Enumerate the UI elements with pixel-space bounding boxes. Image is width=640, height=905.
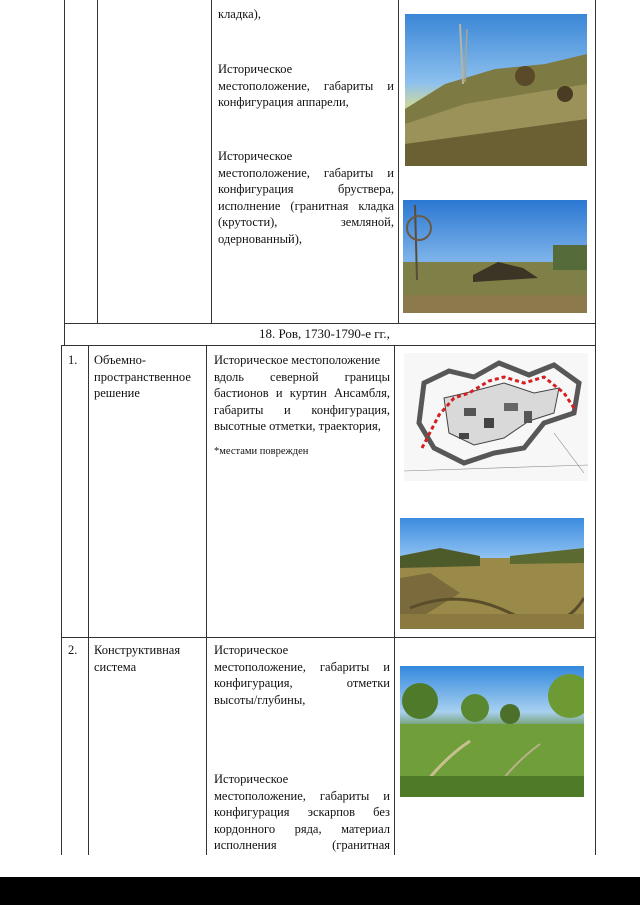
column-divider xyxy=(88,345,89,855)
text-line: бастионов и куртин Ансамбля, xyxy=(214,386,390,401)
column-divider xyxy=(206,345,207,855)
description-a xyxy=(214,642,390,708)
text-line: местоположение, габариты и xyxy=(218,78,394,93)
paragraph-brustver xyxy=(218,148,394,248)
column-divider xyxy=(97,0,98,323)
text-line: Историческое xyxy=(218,149,293,163)
text-line: Историческое xyxy=(218,62,293,76)
description-b xyxy=(214,771,390,854)
section-header: 18. Ров, 1730-1790-е гг., xyxy=(259,326,390,341)
text-line: Историческое xyxy=(214,643,289,657)
row-number: 2. xyxy=(68,643,78,657)
row-number: 1. xyxy=(68,353,78,367)
table-border-left xyxy=(64,323,65,345)
text-line: конфигурация аппарели, xyxy=(218,95,349,110)
column-divider xyxy=(394,345,395,855)
text-line: исполнение (гранитная кладка xyxy=(218,198,394,213)
text-line: кладка), xyxy=(218,7,261,21)
text-line: исполнения (гранитная xyxy=(214,838,390,853)
description xyxy=(214,352,390,435)
text-line: Объемно- xyxy=(94,353,147,367)
text-line: Историческое местоположение xyxy=(214,353,381,367)
element-name xyxy=(94,642,204,675)
map-drawing xyxy=(404,353,588,481)
text-line: (крутости), земляной, xyxy=(218,215,394,230)
photo-brustver xyxy=(403,200,587,313)
note: *местами поврежден xyxy=(214,446,309,457)
text-line: местоположение, габариты и xyxy=(214,788,390,803)
photo-moat-row2 xyxy=(400,666,584,797)
column-divider xyxy=(398,0,399,323)
row-divider xyxy=(64,323,595,324)
text-line: Историческое xyxy=(214,772,289,786)
text-line: кордонного ряда, материал xyxy=(214,821,390,836)
column-divider xyxy=(211,0,212,323)
text-line: конфигурация бруствера, xyxy=(218,182,394,197)
table-border-left xyxy=(64,0,65,323)
text-line: Конструктивная xyxy=(94,643,181,657)
element-name xyxy=(94,352,204,402)
photo-appareli xyxy=(405,14,587,166)
paragraph-appareli xyxy=(218,61,394,111)
photo-moat-row1 xyxy=(400,518,584,629)
scan-bottom-edge xyxy=(0,877,640,905)
row-divider xyxy=(61,637,595,638)
text-line: конфигурация, отметки xyxy=(214,676,390,691)
text-line: габариты и конфигурация, xyxy=(214,402,390,417)
text-line: система xyxy=(94,659,137,674)
text-line: местоположение, габариты и xyxy=(218,165,394,180)
text-line: решение xyxy=(94,386,140,401)
text-line: пространственное xyxy=(94,369,191,384)
row-divider xyxy=(61,345,595,346)
text-line: конфигурация эскарпов без xyxy=(214,805,390,820)
text-line: вдоль северной границы xyxy=(214,369,390,384)
table-border-left xyxy=(61,345,62,855)
table-border-right xyxy=(595,0,596,855)
text-line: высоты/глубины, xyxy=(214,692,306,707)
text-line: одернованный), xyxy=(218,231,303,246)
text-line: местоположение, габариты и xyxy=(214,659,390,674)
text-line: высотные отметки, траектория, xyxy=(214,419,381,434)
